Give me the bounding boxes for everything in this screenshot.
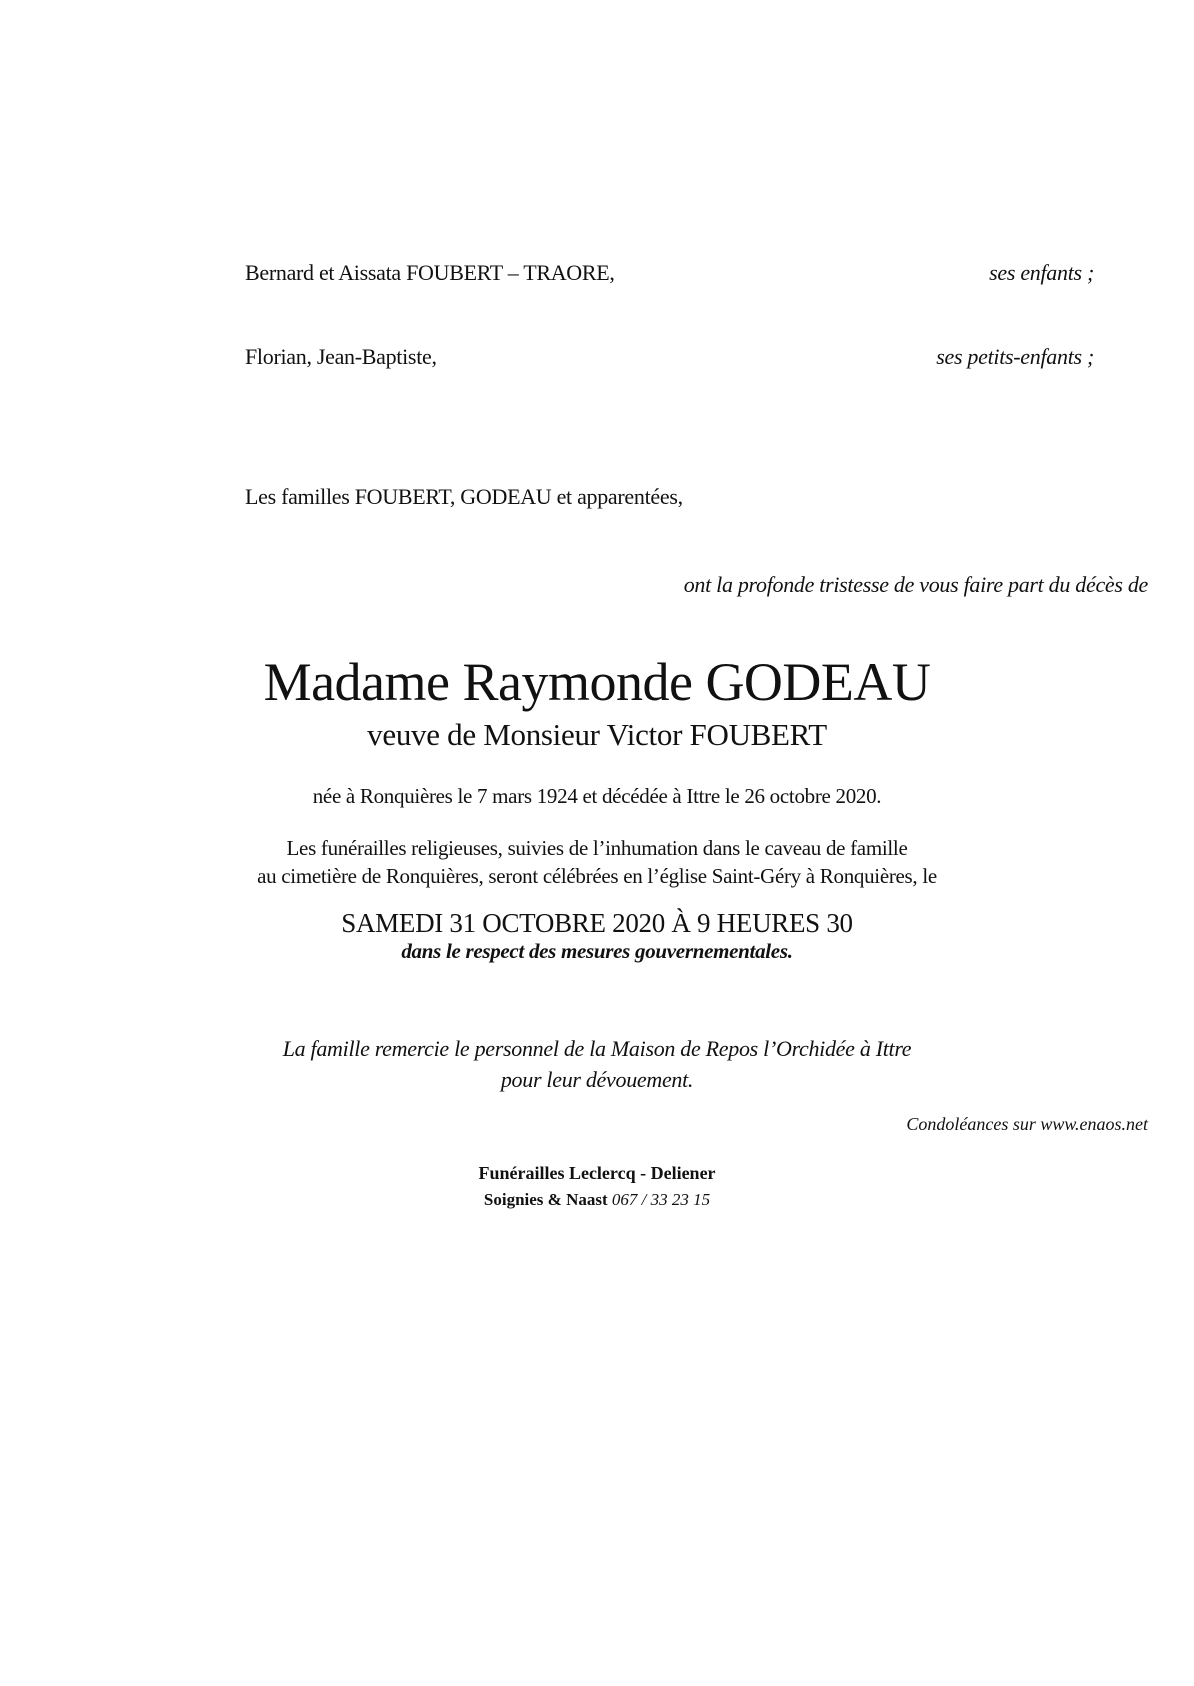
children-names: Bernard et Aissata FOUBERT – TRAORE,: [245, 260, 615, 285]
announcement-line: ont la profonde tristesse de vous faire part du décès de: [683, 572, 1148, 597]
birth-death-line: née à Ronquières le 7 mars 1924 et décédée à Ittre le 26 octobre 2020.: [312, 784, 882, 808]
deceased-name: Madame Raymonde GODEAU: [263, 652, 931, 712]
funeral-datetime: SAMEDI 31 OCTOBRE 2020 À 9 HEURES 30: [341, 908, 853, 938]
funeral-home-locations: Soignies & Naast: [483, 1190, 608, 1209]
thanks-line-2: pour leur dévouement.: [500, 1067, 694, 1092]
widow-of: veuve de Monsieur Victor FOUBERT: [367, 717, 827, 752]
condolences-link[interactable]: Condoléances sur www.enaos.net: [906, 1114, 1148, 1134]
thanks-line-1: La famille remercie le personnel de la Maison de Repos l’Orchidée à Ittre: [282, 1036, 912, 1061]
children-relation: ses enfants ;: [989, 260, 1094, 285]
grandchildren-names: Florian, Jean-Baptiste,: [245, 344, 437, 369]
families-line: Les familles FOUBERT, GODEAU et apparentées,: [245, 484, 683, 509]
funeral-home-phone: 067 / 33 23 15: [611, 1190, 711, 1209]
funeral-home-contact: [0, 1191, 1194, 1208]
grandchildren-relation: ses petits-enfants ;: [936, 344, 1094, 369]
funeral-line-1: Les funérailles religieuses, suivies de l’inhumation dans le caveau de famille: [286, 836, 908, 860]
funeral-line-2: au cimetière de Ronquières, seront célébrées en l’église Saint-Géry à Ronquières, le: [257, 864, 937, 888]
funeral-note: dans le respect des mesures gouvernementales.: [401, 939, 793, 963]
funeral-home-name: Funérailles Leclercq - Deliener: [478, 1163, 716, 1183]
